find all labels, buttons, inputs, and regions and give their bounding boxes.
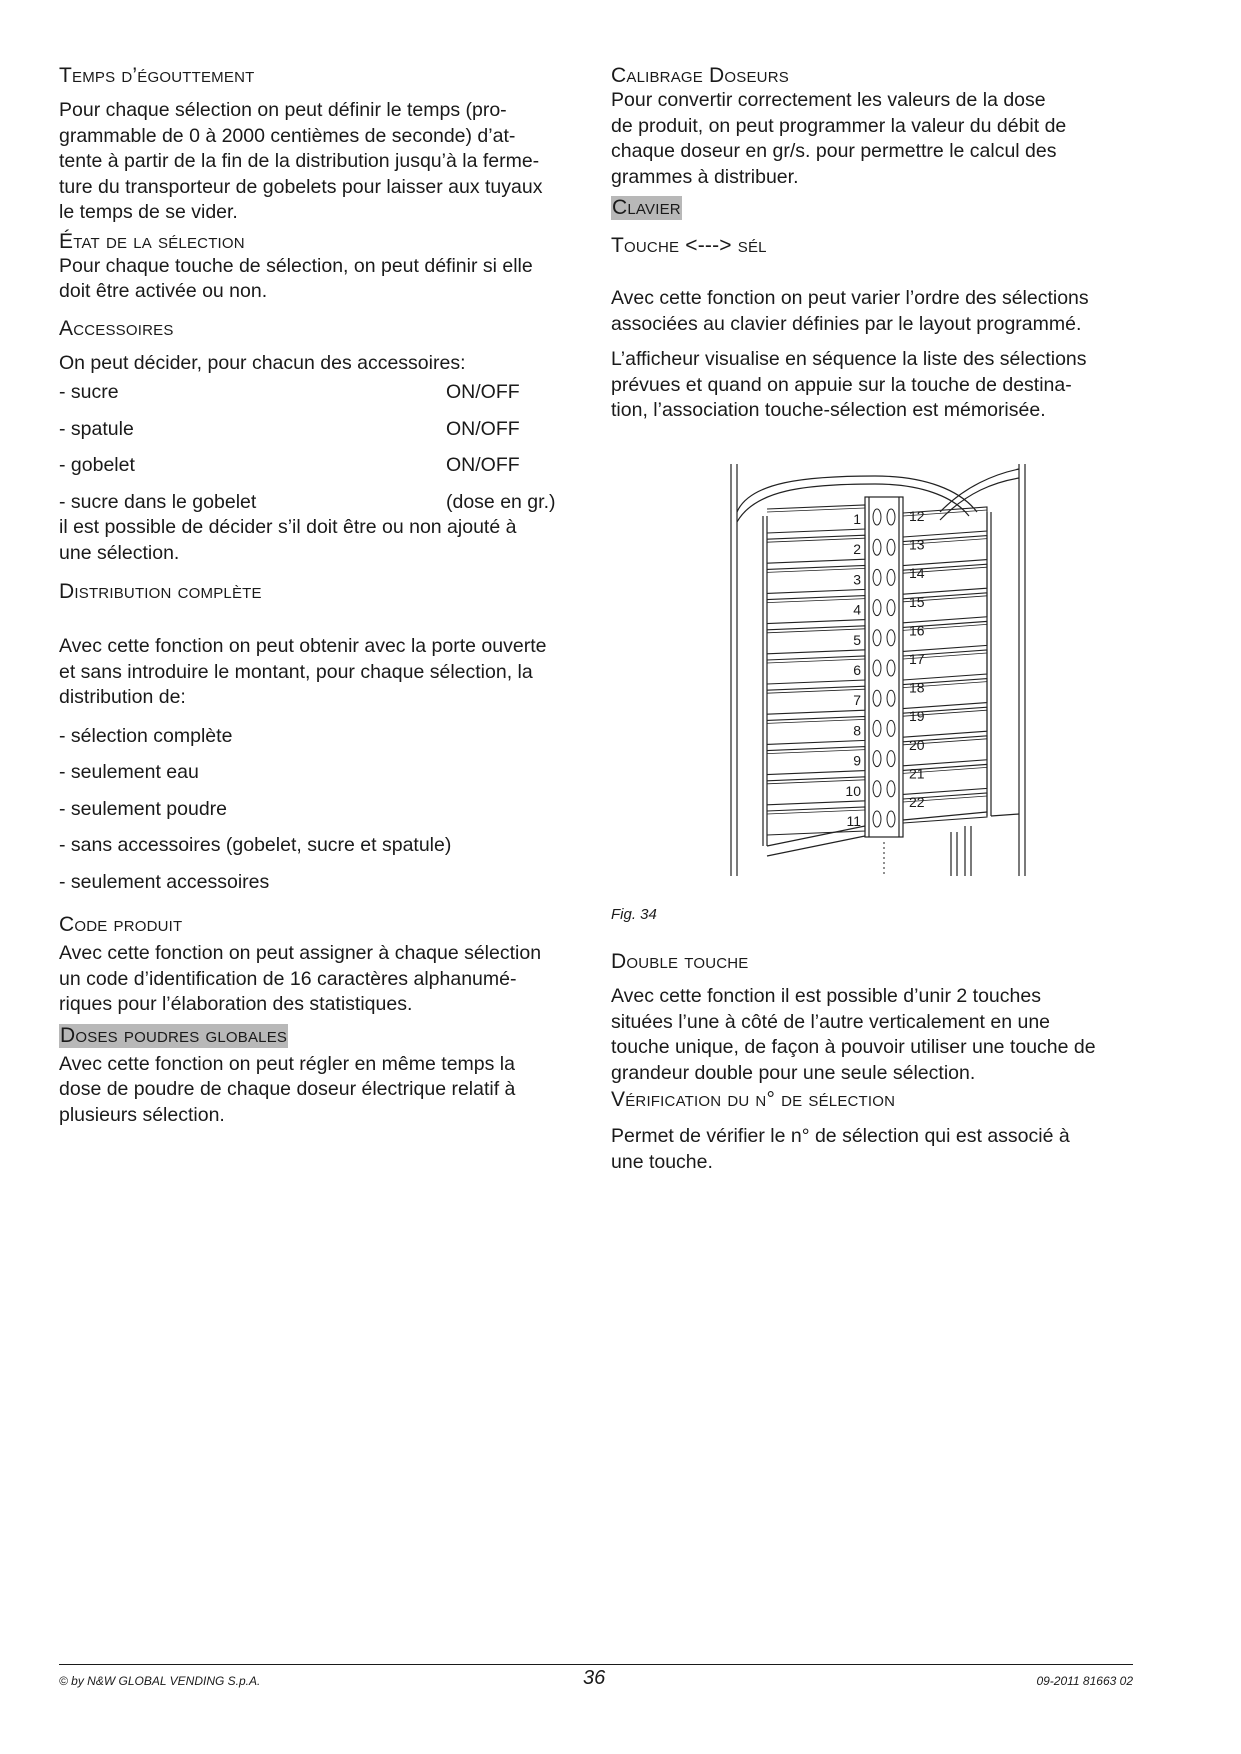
keypad-led bbox=[873, 690, 881, 706]
heading-code: Code produit bbox=[59, 913, 183, 936]
right-column bbox=[611, 64, 1151, 1173]
accessory-row: - spatule ON/OFF bbox=[59, 417, 520, 440]
touche-text-1: Avec cette fonction on peut varier l’ordre des sélections associées au clavier définies par le layout programmé. bbox=[611, 287, 1089, 335]
heading-doses: Doses poudres globales bbox=[60, 1023, 288, 1047]
distribution-item: - seulement poudre bbox=[59, 797, 228, 820]
accessory-row: - gobelet ON/OFF bbox=[59, 454, 520, 476]
keypad-led bbox=[873, 720, 881, 736]
keypad-label-left: 9 bbox=[853, 752, 861, 769]
accessory-row: - sucre dans le gobelet (dose en gr.) bbox=[59, 490, 556, 513]
footer-copyright: © by N&W GLOBAL VENDING S.p.A. bbox=[59, 1674, 261, 1688]
heading-temps: Temps d’égouttement bbox=[59, 64, 255, 87]
keypad-key-left bbox=[767, 686, 865, 714]
keypad-led bbox=[887, 600, 895, 616]
distribution-item: - seulement accessoires bbox=[59, 870, 270, 893]
keypad-led bbox=[887, 781, 895, 797]
keypad-led bbox=[887, 720, 895, 736]
left-column bbox=[59, 64, 579, 1128]
keypad-key-left bbox=[767, 535, 865, 563]
keypad-label-left: 7 bbox=[853, 692, 861, 709]
page-number: 36 bbox=[583, 1667, 606, 1689]
keypad-label-left: 5 bbox=[853, 631, 861, 648]
temps-text: Pour chaque sélection on peut définir le temps (pro- grammable de 0 à 2000 centièmes de seconde) d’at- tente à partir de la fin de la distribution jusqu’à la ferme- ture du transporteur de gobelets pour laisser aux tuyaux le temps de se vider. bbox=[59, 99, 543, 223]
keypad-label-left: 1 bbox=[853, 511, 861, 527]
keypad-label-left: 11 bbox=[846, 813, 861, 829]
keypad-led bbox=[873, 539, 881, 555]
keypad-label-right: 22 bbox=[909, 794, 925, 810]
keypad-key-left bbox=[767, 596, 865, 624]
keypad-label-right: 14 bbox=[909, 565, 925, 582]
accessoires-intro: On peut décider, pour chacun des accessoires: bbox=[59, 351, 466, 374]
keypad-led bbox=[873, 811, 881, 827]
distribution-text: Avec cette fonction on peut obtenir avec la porte ouverte et sans introduire le montant, pour chaque sélection, la distribution de: bbox=[59, 635, 547, 708]
keypad-label-right: 16 bbox=[909, 622, 925, 639]
keypad-led bbox=[887, 660, 895, 676]
keypad-led bbox=[887, 569, 895, 585]
heading-calibrage: Calibrage Doseurs bbox=[611, 64, 789, 87]
keypad-key-left bbox=[767, 747, 865, 775]
keypad-key-left bbox=[767, 505, 865, 533]
heading-touche: Touche <---> sél bbox=[611, 234, 767, 257]
doses-text: Avec cette fonction on peut régler en même temps la dose de poudre de chaque doseur électrique relatif à plusieurs sélection. bbox=[59, 1052, 516, 1126]
keypad-led bbox=[873, 660, 881, 676]
keypad-key-left bbox=[767, 565, 865, 593]
page-footer bbox=[59, 1664, 1133, 1689]
heading-accessoires: Accessoires bbox=[59, 316, 174, 340]
heading-double: Double touche bbox=[611, 950, 749, 973]
keypad-led bbox=[873, 781, 881, 797]
distribution-item: - sans accessoires (gobelet, sucre et spatule) bbox=[59, 834, 452, 856]
code-text: Avec cette fonction on peut assigner à chaque sélection un code d’identification de 16 caractères alphanumé- riques pour l’élaboration des statistiques. bbox=[59, 942, 542, 1015]
keypad-key-left bbox=[767, 626, 865, 654]
keypad-led bbox=[873, 569, 881, 585]
keypad-label-right: 13 bbox=[909, 536, 925, 553]
heading-clavier: Clavier bbox=[612, 196, 681, 219]
keypad-label-right: 19 bbox=[909, 708, 925, 725]
keypad-label-right: 15 bbox=[909, 593, 925, 610]
keypad-led bbox=[873, 509, 881, 525]
keypad-label-right: 12 bbox=[909, 508, 925, 524]
keypad-key-left bbox=[767, 656, 865, 684]
touche-text-2: L’afficheur visualise en séquence la liste des sélections prévues et quand on appuie sur la touche de destina- tion, l’association touche-sélection est mémorisée. bbox=[611, 348, 1087, 421]
keypad-led bbox=[887, 539, 895, 555]
keypad-label-left: 2 bbox=[853, 541, 861, 558]
keypad-label-right: 21 bbox=[909, 765, 925, 782]
footer-reference: 09-2011 81663 02 bbox=[1036, 1674, 1133, 1688]
keypad-label-right: 17 bbox=[909, 651, 925, 667]
keypad-key-left bbox=[767, 716, 865, 744]
figure-caption: Fig. 34 bbox=[611, 906, 657, 923]
distribution-item: - sélection complète bbox=[59, 724, 233, 747]
calibrage-text: Pour convertir correctement les valeurs de la dose de produit, on peut programmer la valeur du débit de chaque doseur en gr/s. pour permettre le calcul des grammes à distribuer. bbox=[611, 89, 1067, 188]
figure-keypad bbox=[725, 464, 1045, 894]
keypad-led bbox=[887, 690, 895, 706]
double-text: Avec cette fonction il est possible d’unir 2 touches situées l’une à côté de l’autre verticalement en une touche unique, de façon à pouvoir utiliser une touche de grandeur double pour une seule sélection. bbox=[611, 985, 1096, 1084]
keypad-led bbox=[873, 600, 881, 616]
keypad-led bbox=[887, 811, 895, 827]
etat-text: Pour chaque touche de sélection, on peut définir si elle doit être activée ou non. bbox=[59, 254, 533, 302]
keypad-label-left: 4 bbox=[853, 601, 861, 618]
keypad-led bbox=[887, 751, 895, 767]
verif-text: Permet de vérifier le n° de sélection qui est associé à une touche. bbox=[611, 1125, 1070, 1173]
heading-verif: Vérification du n° de sélection bbox=[611, 1088, 896, 1111]
keypad-label-left: 10 bbox=[845, 782, 861, 799]
accessory-row: - sucre ON/OFF bbox=[59, 381, 520, 403]
distribution-item: - seulement eau bbox=[59, 761, 199, 783]
keypad-led bbox=[887, 509, 895, 525]
keypad-led bbox=[873, 751, 881, 767]
keypad-drawing bbox=[725, 464, 1045, 894]
heading-distribution: Distribution complète bbox=[59, 580, 262, 603]
keypad-label-right: 20 bbox=[909, 736, 925, 753]
accessoires-outro: il est possible de décider s’il doit être ou non ajouté à une sélection. bbox=[59, 516, 517, 564]
heading-etat: État de la sélection bbox=[59, 229, 245, 253]
keypad-label-right: 18 bbox=[909, 679, 925, 696]
keypad-led bbox=[873, 630, 881, 646]
keypad-label-left: 3 bbox=[853, 571, 861, 588]
keypad-led bbox=[887, 630, 895, 646]
keypad-label-left: 6 bbox=[853, 662, 861, 678]
keypad-label-left: 8 bbox=[853, 722, 861, 739]
